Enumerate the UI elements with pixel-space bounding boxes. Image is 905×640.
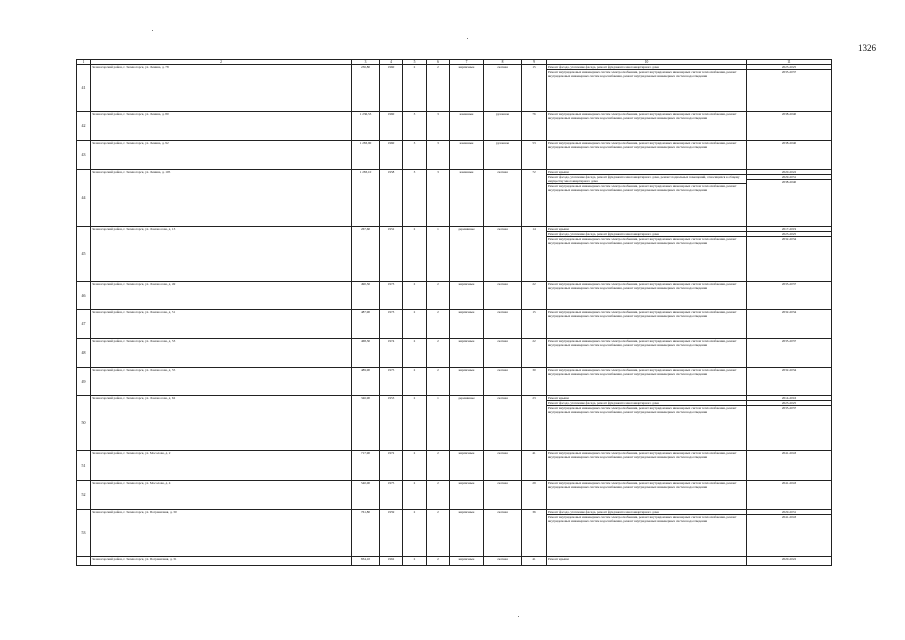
address-cell: Зеленогорский район, г. Зеленогорск, ул. Мосолова, д. 2 (91, 451, 352, 481)
table-row (77, 339, 832, 368)
year-built-cell: 1974 (380, 339, 403, 368)
period-item: 2035-2037 (781, 70, 797, 75)
period-item: 2032-2034 (781, 368, 797, 373)
work-item: Ремонт фасада, утепление фасада, ремонт фундамента многоквартирного дома, ремонт подвальных помещений, относящихся к общему имуществу многоквартирного дома (547, 175, 746, 184)
address-cell: Зеленогорский район, г. Зеленогорск, ул. Пограничная, д. 30 (91, 510, 352, 557)
entrances-cell: 2 (427, 481, 450, 510)
works-cell (547, 310, 747, 339)
floors-cell: 2 (403, 282, 427, 310)
period-item: 2035-2037 (781, 406, 797, 411)
scan-speck (152, 30, 153, 31)
residents-cell: 76 (522, 112, 547, 141)
floors-cell: 2 (403, 396, 427, 451)
entrances-cell: 2 (427, 310, 450, 339)
works-cell (547, 141, 747, 170)
period-item: 2038-2040 (781, 112, 797, 117)
floors-cell: 2 (403, 339, 427, 368)
table-row (77, 170, 832, 227)
residents-cell: 15 (522, 65, 547, 112)
floors-cell: 2 (403, 65, 427, 112)
area-cell: 540,00 (352, 481, 380, 510)
wall-material-cell: кирпичные (450, 310, 484, 339)
residents-cell: 41 (522, 557, 547, 566)
address-cell: Зеленогорский район, г. Зеленогорск, ул. Ленина, д. 92 (91, 141, 352, 170)
periods-cell (747, 65, 832, 112)
row-number-cell: 41 (77, 65, 91, 112)
residents-cell: 41 (522, 451, 547, 481)
work-item: Ремонт внутридомовых инженерных систем электроснабжения, ремонт внутридомовых инженерных систем теплоснабжения, ремонт внутридомовых инженерных систем водоснабжения, ремонт внутридомовых инженерных систем водоотведения (548, 406, 737, 415)
column-number: 11 (747, 60, 832, 65)
periods-cell (747, 141, 832, 170)
entrances-cell: 2 (427, 282, 450, 310)
works-cell (547, 451, 747, 481)
year-built-cell: 1973 (380, 282, 403, 310)
column-number: 4 (380, 60, 403, 65)
roof-type-cell: скатная (484, 310, 522, 339)
roof-type-cell: скатная (484, 368, 522, 396)
table-row (77, 112, 832, 141)
periods-cell (747, 510, 832, 557)
works-cell (547, 112, 747, 141)
residents-cell: 22 (522, 282, 547, 310)
area-cell: 761,80 (352, 510, 380, 557)
work-item: Ремонт внутридомовых инженерных систем электроснабжения, ремонт внутридомовых инженерных систем теплоснабжения, ремонт внутридомовых инженерных систем водоснабжения, ремонт внутридомовых инженерных систем водоотведения (548, 368, 737, 377)
works-cell (547, 510, 747, 557)
roof-type-cell: скатная (484, 510, 522, 557)
works-cell (547, 557, 747, 566)
residents-cell: 22 (522, 339, 547, 368)
area-cell: 468,30 (352, 339, 380, 368)
work-item: Ремонт крыши (547, 227, 746, 232)
wall-material-cell: деревянные (450, 227, 484, 282)
work-item: Ремонт фасада, утепление фасада, ремонт фундамента многоквартирного дома (547, 232, 746, 237)
table-row (77, 65, 832, 112)
period-item: 2029-2031 (747, 510, 831, 515)
periods-cell (747, 170, 832, 227)
work-item: Ремонт внутридомовых инженерных систем электроснабжения, ремонт внутридомовых инженерных систем теплоснабжения, ремонт внутридомовых инженерных систем водоснабжения, ремонт внутридомовых инженерных систем водоотведения (548, 310, 737, 319)
work-item: Ремонт внутридомовых инженерных систем электроснабжения, ремонт внутридомовых инженерных систем теплоснабжения, ремонт внутридомовых инженерных систем водоснабжения, ремонт внутридомовых инженерных систем водоотведения (548, 141, 737, 150)
year-built-cell: 1960 (380, 141, 403, 170)
row-number-cell: 52 (77, 481, 91, 510)
period-item: 2041-2043 (781, 515, 797, 520)
work-item: Ремонт внутридомовых инженерных систем электроснабжения, ремонт внутридомовых инженерных систем теплоснабжения, ремонт внутридомовых инженерных систем водоснабжения, ремонт внутридомовых инженерных систем водоотведения (548, 451, 737, 460)
table-row (77, 481, 832, 510)
table-row (77, 510, 832, 557)
roof-type-cell: скатная (484, 65, 522, 112)
year-built-cell: 1959 (380, 510, 403, 557)
address-cell: Зеленогорский район, г. Зеленогорск, ул. Ленина, д. 80 (91, 112, 352, 141)
address-cell: Зеленогорский район, г. Зеленогорск, ул. Ломоносова, д. 62 (91, 396, 352, 451)
floors-cell: 2 (403, 557, 427, 566)
address-cell: Зеленогорский район, г. Зеленогорск, ул. Ленина, д. 105 (91, 170, 352, 227)
entrances-cell: 3 (427, 112, 450, 141)
roof-type-cell: скатная (484, 282, 522, 310)
period-item: 2035-2037 (781, 282, 797, 287)
periods-cell (747, 227, 832, 282)
period-item: 2032-2034 (781, 237, 797, 242)
table-row (77, 396, 832, 451)
periods-cell (747, 481, 832, 510)
works-cell (547, 282, 747, 310)
work-item: Ремонт крыши (548, 557, 569, 562)
period-item: 2041-2043 (781, 481, 797, 486)
row-number-cell: 49 (77, 368, 91, 396)
row-number-cell (77, 557, 91, 566)
works-cell (547, 368, 747, 396)
address-cell: Зеленогорский район, г. Зеленогорск, ул. Пограничная, д. 31 (91, 557, 352, 566)
area-cell: 487,90 (352, 310, 380, 339)
column-number: 5 (403, 60, 427, 65)
entrances-cell: 3 (427, 170, 450, 227)
entrances-cell: 2 (427, 65, 450, 112)
entrances-cell: 2 (427, 451, 450, 481)
address-cell: Зеленогорский район, г. Зеленогорск, ул. Ломоносова, д. 13 (91, 227, 352, 282)
wall-material-cell: кирпичные (450, 65, 484, 112)
address-cell: Зеленогорский район, г. Зеленогорск, ул. Ломоносова, д. 51 (91, 310, 352, 339)
row-number-cell: 43 (77, 141, 91, 170)
table-row (77, 141, 832, 170)
work-item: Ремонт фасада, утепление фасада, ремонт фундамента многоквартирного дома (547, 401, 746, 406)
year-built-cell: 1973 (380, 310, 403, 339)
work-item: Ремонт фасада, утепление фасада, ремонт фундамента многоквартирного дома (547, 65, 746, 70)
roof-type-cell: скатная (484, 451, 522, 481)
year-built-cell: 1960 (380, 65, 403, 112)
period-item: 2023-2025 (747, 65, 831, 70)
row-number-cell: 45 (77, 227, 91, 282)
capital-repair-table (76, 59, 832, 566)
period-item: 2023-2025 (747, 401, 831, 406)
entrances-cell: 1 (427, 396, 450, 451)
year-built-cell: 1962 (380, 557, 403, 566)
work-item: Ремонт фасада, утепление фасада, ремонт фундамента многоквартирного дома (547, 510, 746, 515)
row-number-cell: 51 (77, 451, 91, 481)
floors-cell: 3 (403, 141, 427, 170)
area-cell: 489,90 (352, 368, 380, 396)
wall-material-cell: деревянные (450, 396, 484, 451)
scan-speck (518, 616, 519, 617)
period-item: 2020-2022 (747, 170, 831, 175)
year-built-cell: 1960 (380, 112, 403, 141)
works-cell (547, 170, 747, 227)
works-cell (547, 339, 747, 368)
work-item: Ремонт внутридомовых инженерных систем электроснабжения, ремонт внутридомовых инженерных систем теплоснабжения, ремонт внутридомовых инженерных систем водоснабжения, ремонт внутридомовых инженерных систем водоотведения (548, 515, 737, 524)
table-row (77, 310, 832, 339)
work-item: Ремонт внутридомовых инженерных систем электроснабжения, ремонт внутридомовых инженерных систем теплоснабжения, ремонт внутридомовых инженерных систем водоснабжения, ремонт внутридомовых инженерных систем водоотведения (548, 339, 737, 348)
wall-material-cell: каменные (450, 112, 484, 141)
roof-type-cell: скатная (484, 557, 522, 566)
periods-cell (747, 557, 832, 566)
wall-material-cell: кирпичные (450, 282, 484, 310)
wall-material-cell: каменные (450, 170, 484, 227)
work-item: Ремонт внутридомовых инженерных систем электроснабжения, ремонт внутридомовых инженерных систем теплоснабжения, ремонт внутридомовых инженерных систем водоснабжения, ремонт внутридомовых инженерных систем водоотведения (548, 237, 737, 246)
entrances-cell: 2 (427, 368, 450, 396)
row-number-cell: 44 (77, 170, 91, 227)
roof-type-cell: скатная (484, 170, 522, 227)
area-cell: 236,80 (352, 65, 380, 112)
year-built-cell: 1958 (380, 170, 403, 227)
periods-cell (747, 368, 832, 396)
table-row (77, 557, 832, 566)
residents-cell: 14 (522, 227, 547, 282)
column-number: 6 (427, 60, 450, 65)
floors-cell: 3 (403, 170, 427, 227)
residents-cell: 23 (522, 396, 547, 451)
wall-material-cell: кирпичные (450, 510, 484, 557)
column-number: 1 (77, 60, 91, 65)
floors-cell: 2 (403, 310, 427, 339)
floors-cell: 3 (403, 112, 427, 141)
area-cell: 1 283,10 (352, 170, 380, 227)
work-item: Ремонт внутридомовых инженерных систем электроснабжения, ремонт внутридомовых инженерных систем теплоснабжения, ремонт внутридомовых инженерных систем водоснабжения, ремонт внутридомовых инженерных систем водоотведения (548, 481, 737, 490)
year-built-cell: 1952 (380, 227, 403, 282)
address-cell: Зеленогорский район, г. Зеленогорск, ул. Ломоносова, д. 49 (91, 282, 352, 310)
work-item: Ремонт крыши (547, 170, 746, 175)
works-cell (547, 65, 747, 112)
periods-cell (747, 310, 832, 339)
works-cell (547, 396, 747, 451)
row-number-cell: 50 (77, 396, 91, 451)
period-item: 2023-2025 (747, 232, 831, 237)
residents-cell: 29 (522, 481, 547, 510)
roof-type-cell: скатная (484, 396, 522, 451)
periods-cell (747, 339, 832, 368)
period-item: 2014-2016 (747, 396, 831, 401)
roof-type-cell: рулонная (484, 112, 522, 141)
residents-cell: 15 (522, 310, 547, 339)
column-number: 7 (450, 60, 484, 65)
periods-cell (747, 112, 832, 141)
period-item: 2020-2022 (781, 557, 797, 562)
floors-cell: 2 (403, 510, 427, 557)
entrances-cell: 2 (427, 339, 450, 368)
roof-type-cell: скатная (484, 481, 522, 510)
table-row (77, 282, 832, 310)
residents-cell: 36 (522, 510, 547, 557)
work-item: Ремонт внутридомовых инженерных систем электроснабжения, ремонт внутридомовых инженерных систем теплоснабжения, ремонт внутридомовых инженерных систем водоснабжения, ремонт внутридомовых инженерных систем водоотведения (548, 184, 737, 193)
column-number: 8 (484, 60, 522, 65)
table-row (77, 451, 832, 481)
roof-type-cell: скатная (484, 227, 522, 282)
periods-cell (747, 396, 832, 451)
work-item: Ремонт внутридомовых инженерных систем электроснабжения, ремонт внутридомовых инженерных систем теплоснабжения, ремонт внутридомовых инженерных систем водоснабжения, ремонт внутридомовых инженерных систем водоотведения (548, 112, 737, 121)
page-number: 1326 (858, 43, 876, 53)
floors-cell: 2 (403, 227, 427, 282)
year-built-cell: 1975 (380, 368, 403, 396)
address-cell: Зеленогорский район, г. Зеленогорск, ул. Ломоносова, д. 55 (91, 368, 352, 396)
table-row (77, 227, 832, 282)
works-cell (547, 481, 747, 510)
floors-cell: 2 (403, 368, 427, 396)
entrances-cell: 3 (427, 141, 450, 170)
entrances-cell: 1 (427, 227, 450, 282)
period-item: 2038-2040 (781, 180, 797, 185)
period-item: 2029-2031 (747, 175, 831, 180)
row-number-cell: 53 (77, 510, 91, 557)
wall-material-cell: кирпичные (450, 557, 484, 566)
residents-cell: 53 (522, 141, 547, 170)
area-cell: 490,50 (352, 282, 380, 310)
wall-material-cell: кирпичные (450, 368, 484, 396)
wall-material-cell: кирпичные (450, 339, 484, 368)
periods-cell (747, 451, 832, 481)
residents-cell: 72 (522, 170, 547, 227)
column-number: 2 (91, 60, 352, 65)
work-item: Ремонт внутридомовых инженерных систем электроснабжения, ремонт внутридомовых инженерных систем теплоснабжения, ремонт внутридомовых инженерных систем водоснабжения, ремонт внутридомовых инженерных систем водоотведения (548, 70, 737, 79)
address-cell: Зеленогорский район, г. Зеленогорск, ул. Ленина, д. 78 (91, 65, 352, 112)
periods-cell (747, 282, 832, 310)
work-item: Ремонт внутридомовых инженерных систем электроснабжения, ремонт внутридомовых инженерных систем теплоснабжения, ремонт внутридомовых инженерных систем водоснабжения, ремонт внутридомовых инженерных систем водоотведения (548, 282, 737, 291)
area-cell: 1 236,53 (352, 112, 380, 141)
column-number: 3 (352, 60, 380, 65)
period-item: 2041-2043 (781, 451, 797, 456)
area-cell: 834,10 (352, 557, 380, 566)
year-built-cell: 1972 (380, 451, 403, 481)
period-item: 2038-2040 (781, 141, 797, 146)
floors-cell: 2 (403, 481, 427, 510)
column-number: 9 (522, 60, 547, 65)
roof-type-cell: рулонная (484, 141, 522, 170)
area-cell: 267,60 (352, 227, 380, 282)
year-built-cell: 1953 (380, 396, 403, 451)
wall-material-cell: кирпичные (450, 451, 484, 481)
period-item: 2017-2019 (747, 227, 831, 232)
roof-type-cell: скатная (484, 339, 522, 368)
row-number-cell: 47 (77, 310, 91, 339)
column-number: 10 (547, 60, 747, 65)
table-row (77, 368, 832, 396)
address-cell: Зеленогорский район, г. Зеленогорск, ул. Мосолова, д. 4 (91, 481, 352, 510)
row-number-cell: 46 (77, 282, 91, 310)
work-item: Ремонт крыши (547, 396, 746, 401)
scan-speck (467, 38, 468, 39)
residents-cell: 30 (522, 368, 547, 396)
wall-material-cell: каменные (450, 141, 484, 170)
row-number-cell: 48 (77, 339, 91, 368)
area-cell: 717,90 (352, 451, 380, 481)
row-number-cell: 42 (77, 112, 91, 141)
period-item: 2032-2034 (781, 310, 797, 315)
works-cell (547, 227, 747, 282)
period-item: 2035-2037 (781, 339, 797, 344)
floors-cell: 2 (403, 451, 427, 481)
entrances-cell: 2 (427, 510, 450, 557)
entrances-cell: 2 (427, 557, 450, 566)
area-cell: 346,90 (352, 396, 380, 451)
address-cell: Зеленогорский район, г. Зеленогорск, ул. Ломоносова, д. 53 (91, 339, 352, 368)
area-cell: 1 283,90 (352, 141, 380, 170)
year-built-cell: 1975 (380, 481, 403, 510)
wall-material-cell: кирпичные (450, 481, 484, 510)
